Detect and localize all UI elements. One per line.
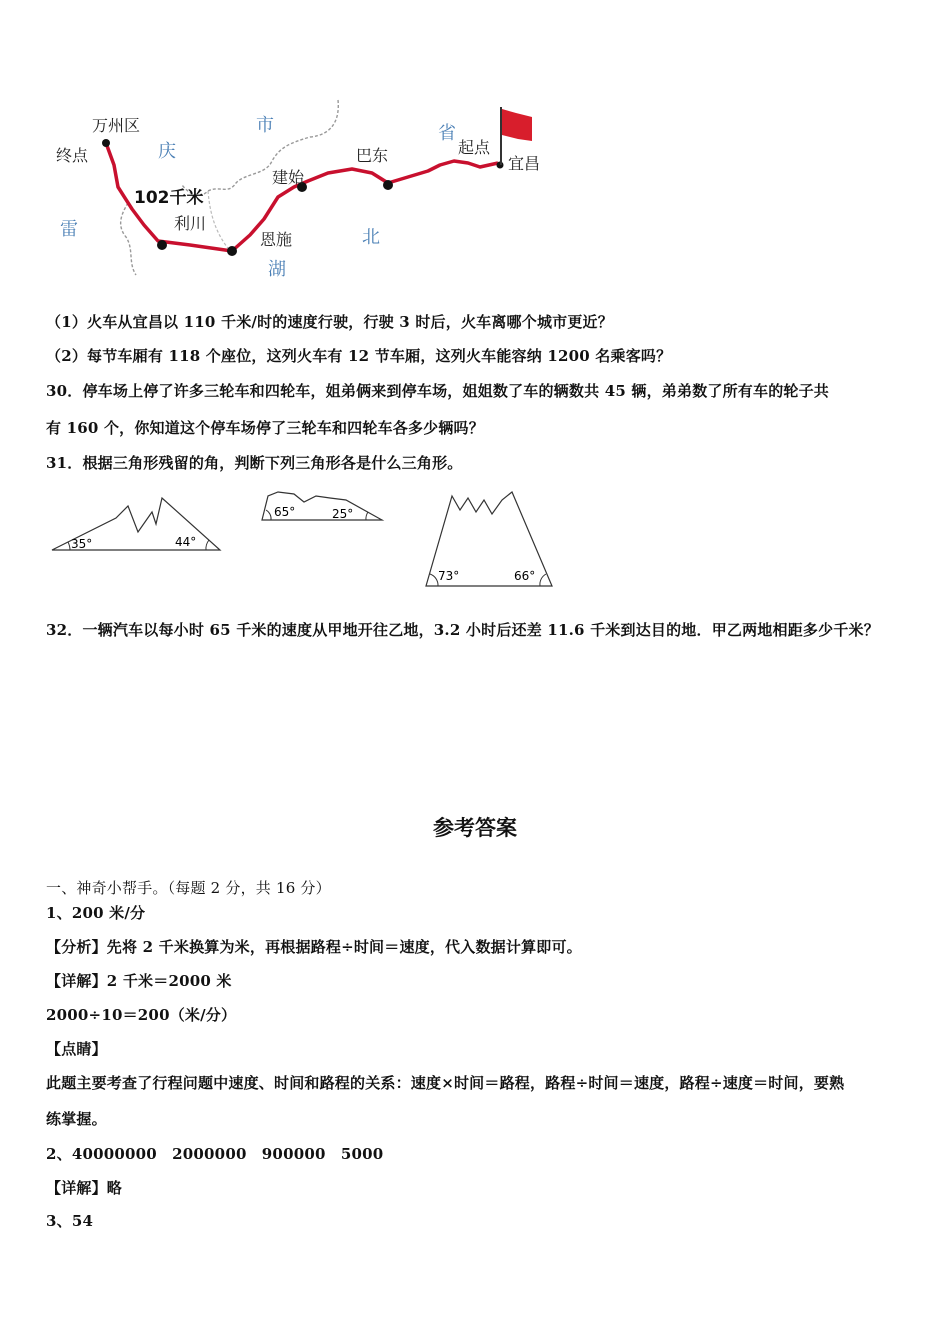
triangle-3-left-angle: 73° — [438, 569, 460, 583]
q31-text: 31．根据三角形残留的角，判断下列三角形各是什么三角形。 — [46, 454, 463, 472]
station-dot-badong — [383, 180, 393, 190]
answer-1-note-label: 【点睛】 — [46, 1040, 107, 1058]
answer-1-note-line2: 练掌握。 — [46, 1110, 107, 1128]
flag-icon — [502, 109, 532, 141]
triangle-1 — [48, 488, 228, 558]
station-dot-wanzhou — [102, 139, 110, 147]
map-label-endpoint: 终点 — [56, 146, 89, 165]
station-dot-enshi — [227, 246, 237, 256]
triangle-3-right-angle: 66° — [514, 569, 536, 583]
q29-sub2: （2）每节车厢有 118 个座位，这列火车有 12 节车厢，这列火车能容纳 1200 名乘客吗？ — [46, 347, 672, 365]
answer-3: 3、54 — [46, 1212, 94, 1230]
map-label-sheng: 省 — [438, 123, 456, 144]
q30-line1: 30．停车场上停了许多三轮车和四轮车，姐弟俩来到停车场，姐姐数了车的辆数共 45 辆，弟弟数了所有车的轮子共 — [46, 382, 829, 400]
q29-sub1: （1）火车从宜昌以 110 千米/时的速度行驶，行驶 3 时后，火车离哪个城市更近？ — [46, 313, 613, 331]
triangle-2-right-angle: 25° — [332, 507, 354, 521]
answers-title: 参考答案 — [433, 815, 517, 840]
answer-1-calc: 2000÷10＝200（米/分） — [46, 1006, 237, 1024]
map-label-chong: 庆 — [158, 141, 176, 162]
triangle-1-left-angle: 35° — [71, 537, 93, 551]
answer-1: 1、200 米/分 — [46, 904, 146, 922]
map-label-startpoint: 起点 — [458, 138, 491, 157]
triangle-2-left-angle: 65° — [274, 505, 296, 519]
answer-2-detail: 【详解】略 — [46, 1179, 123, 1197]
map-label-jianshi: 建始 — [272, 168, 305, 187]
answers-section1: 一、神奇小帮手。（每题 2 分，共 16 分） — [46, 879, 331, 897]
answer-1-detail: 【详解】2 千米＝2000 米 — [46, 972, 232, 990]
map-label-hu: 湖 — [268, 259, 286, 280]
answer-1-note-line1: 此题主要考查了行程问题中速度、时间和路程的关系：速度×时间＝路程，路程÷时间＝速度，路程÷速度＝时间，要熟 — [46, 1074, 845, 1092]
triangle-3 — [422, 488, 557, 590]
map-label-bei: 北 — [362, 227, 380, 248]
map-label-yichang: 宜昌 — [508, 154, 541, 173]
station-dot-lichuan — [157, 240, 167, 250]
map-label-distance: 102千米 — [134, 188, 204, 208]
triangle-2 — [258, 486, 388, 526]
map-label-badong: 巴东 — [356, 146, 389, 165]
q30-line2: 有 160 个，你知道这个停车场停了三轮车和四轮车各多少辆吗？ — [46, 419, 484, 437]
answer-2: 2、40000000 2000000 900000 5000 — [46, 1145, 384, 1163]
railway-map — [40, 95, 560, 295]
map-label-lei: 雷 — [60, 219, 78, 240]
province-boundary-line — [208, 191, 232, 253]
q32-text: 32．一辆汽车以每小时 65 千米的速度从甲地开往乙地，3.2 小时后还差 11.6 千米到达目的地．甲乙两地相距多少千米？ — [46, 621, 879, 639]
map-label-lichuan: 利川 — [174, 214, 207, 233]
answer-1-analysis: 【分析】先将 2 千米换算为米，再根据路程÷时间＝速度，代入数据计算即可。 — [46, 938, 582, 956]
map-label-enshi: 恩施 — [260, 230, 293, 249]
map-label-shi: 市 — [256, 115, 274, 136]
triangle-1-right-angle: 44° — [175, 535, 197, 549]
map-label-wanzhou: 万州区 — [92, 116, 141, 135]
